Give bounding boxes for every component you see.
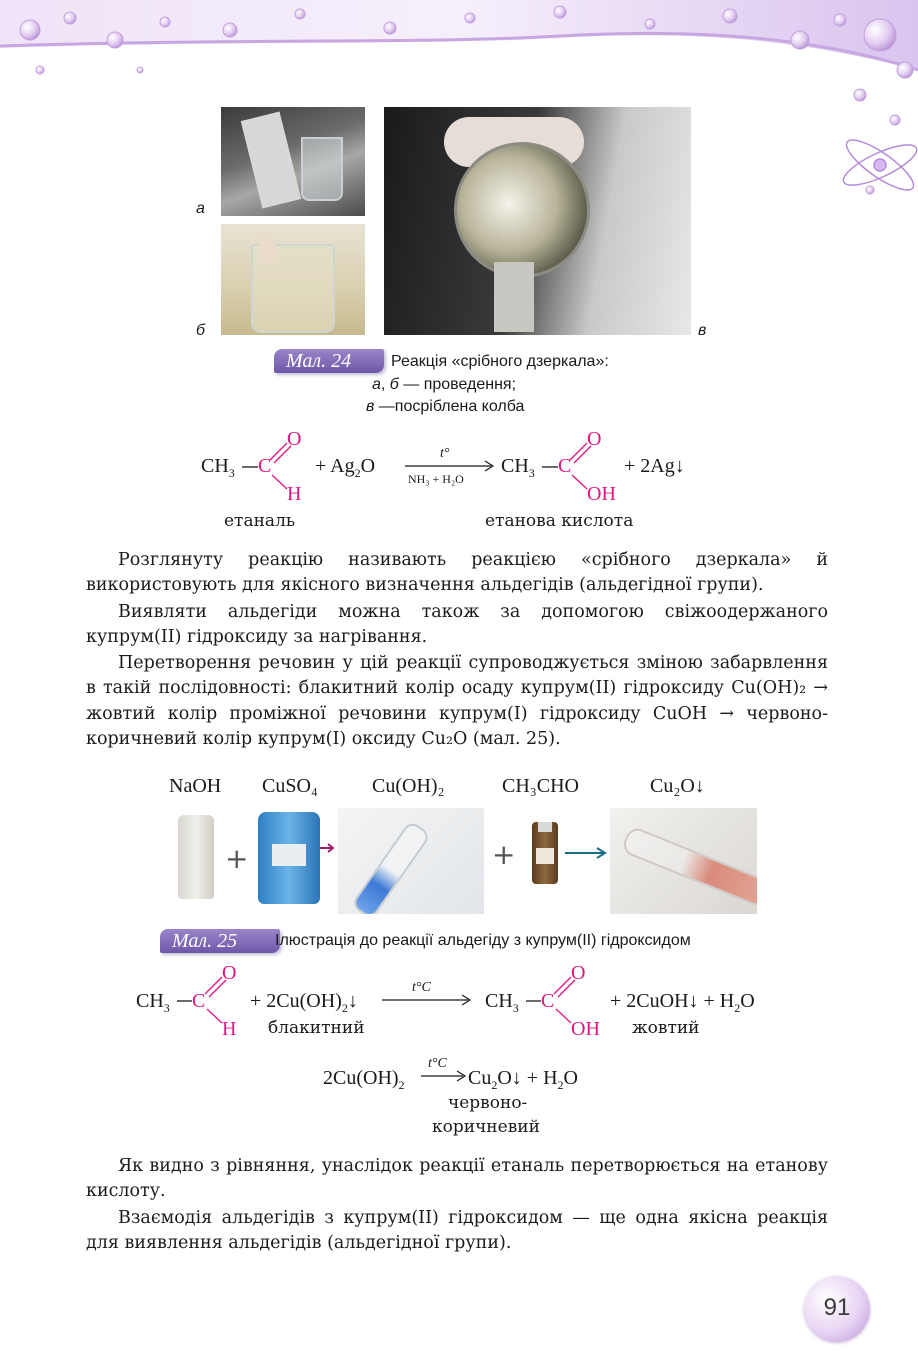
r2-oxygen-left: O xyxy=(222,962,237,984)
figure-badge-24: Мал. 24 xyxy=(274,349,384,373)
r1-name-left: етаналь xyxy=(224,511,296,531)
r2-ch3-left: $CH_3$ xyxy=(136,990,170,1015)
photo-v xyxy=(384,107,691,335)
r1-product-ag: + 2Ag↓ xyxy=(624,455,685,477)
r3-right: $Cu_2O↓ + H_2O$ xyxy=(468,1067,578,1092)
r3-color-line1: червоно- xyxy=(448,1093,528,1113)
r2-reagent: + $2Cu(OH)_2↓$ xyxy=(250,990,358,1015)
r2-carbon-left: C xyxy=(192,990,206,1012)
text-block-2 xyxy=(86,1154,828,1256)
bottle-naoh xyxy=(178,815,214,899)
r1-cond-top: t° xyxy=(440,446,450,461)
plus-1: + xyxy=(225,842,249,875)
r2-oxygen-right: O xyxy=(571,962,586,984)
r2-product-color: жовтий xyxy=(632,1018,700,1038)
r1-name-right: етанова кислота xyxy=(485,511,634,531)
r1-oxygen-left: O xyxy=(287,428,302,450)
r2-arrow xyxy=(382,994,474,1006)
r3-cond-top: t°C xyxy=(428,1056,447,1071)
page-number-badge xyxy=(804,1276,870,1342)
photo-a xyxy=(221,107,365,216)
reagent-cuoh2: Cu(OH)₂ xyxy=(372,775,445,797)
r2-carbon-right: C xyxy=(541,990,555,1012)
label-v: в xyxy=(698,322,707,339)
r1-ch3-left: $CH_3$ xyxy=(201,455,235,480)
figure-caption-24-line1: Реакція «срібного дзеркала»: xyxy=(391,353,609,370)
r1-arrow xyxy=(405,460,497,472)
test-tube-blue xyxy=(338,808,484,914)
figure-caption-24-line3: в —посріблена колба xyxy=(366,398,525,415)
r2-products: + 2CuOH↓ + $H_2O$ xyxy=(610,990,755,1015)
r1-ch3-right: $CH_3$ xyxy=(501,455,535,480)
plus-2: + xyxy=(492,838,516,871)
r2-ch3-right: $CH_3$ xyxy=(485,990,519,1015)
r3-color-line2: коричневий xyxy=(432,1117,540,1137)
label-b: б xyxy=(196,322,205,339)
r1-reagent: + $Ag_2O$ xyxy=(315,455,376,480)
figure-caption-25: Ілюстрація до реакції альдегіду з купрум(ІІ) гідроксидом xyxy=(275,932,691,949)
reagent-cu2o: Cu₂O↓ xyxy=(650,775,705,797)
r3-arrow xyxy=(421,1070,469,1082)
r2-hydrogen-left: H xyxy=(222,1018,237,1040)
figure-caption-24-line2: а, б — проведення; xyxy=(372,376,517,393)
page-number: 91 xyxy=(823,1294,851,1321)
bottle-ch3cho xyxy=(532,822,558,884)
r1-carbon-right: C xyxy=(558,455,572,477)
reagent-naoh: NaOH xyxy=(169,775,222,797)
figure-badge-25: Мал. 25 xyxy=(160,929,280,953)
paragraph: Взаємодія альдегідів з купрум(ІІ) гідроксидом — ще одна якісна реакція для виявлення альдегідів (альдегідної групи). xyxy=(86,1207,828,1253)
r1-carbon-left: C xyxy=(258,455,272,477)
r1-hydrogen-left: H xyxy=(287,483,302,505)
paragraph: Виявляти альдегіди можна також за допомогою свіжоодержаного купрум(ІІ) гідроксиду за нагрівання. xyxy=(86,601,828,647)
arrow-small-2 xyxy=(565,847,609,859)
r2-cond-top: t°C xyxy=(412,980,431,995)
r1-cond-bottom: NH₃ + H₂O xyxy=(408,472,464,486)
reagent-ch3cho: CH₃CHO xyxy=(502,775,579,797)
r3-left: $2Cu(OH)_2$ xyxy=(323,1067,405,1092)
arrow-small-1 xyxy=(320,842,338,854)
photo-b xyxy=(221,224,365,335)
r1-oxygen-right: O xyxy=(587,428,602,450)
test-tube-red xyxy=(610,808,757,914)
reagent-cuso4: CuSO₄ xyxy=(262,775,318,797)
r2-oh-right: OH xyxy=(571,1018,600,1040)
label-a: а xyxy=(196,200,205,217)
paragraph: Перетворення речовин у цій реакції супроводжується зміною забарвлення в такій послідовності: блакитний колір осаду купрум(ІІ) гідроксиду Cu(OH)₂ → жовтий колір проміжної речовини купрум(І) гідроксиду CuOH → червоно-коричневий колір купрум(І) оксиду Cu₂O (мал. 25). xyxy=(86,653,828,750)
paragraph: Розглянуту реакцію називають реакцією «срібного дзеркала» й використовують для якісного визначення альдегідів (альдегідної групи). xyxy=(86,550,828,596)
r2-reagent-color: блакитний xyxy=(268,1018,365,1038)
bottle-cuso4 xyxy=(258,812,320,904)
text-block-1 xyxy=(86,548,828,752)
r1-oh-right: OH xyxy=(587,483,616,505)
paragraph: Як видно з рівняння, унаслідок реакції етаналь перетворюється на етанову кислоту. xyxy=(86,1156,828,1202)
